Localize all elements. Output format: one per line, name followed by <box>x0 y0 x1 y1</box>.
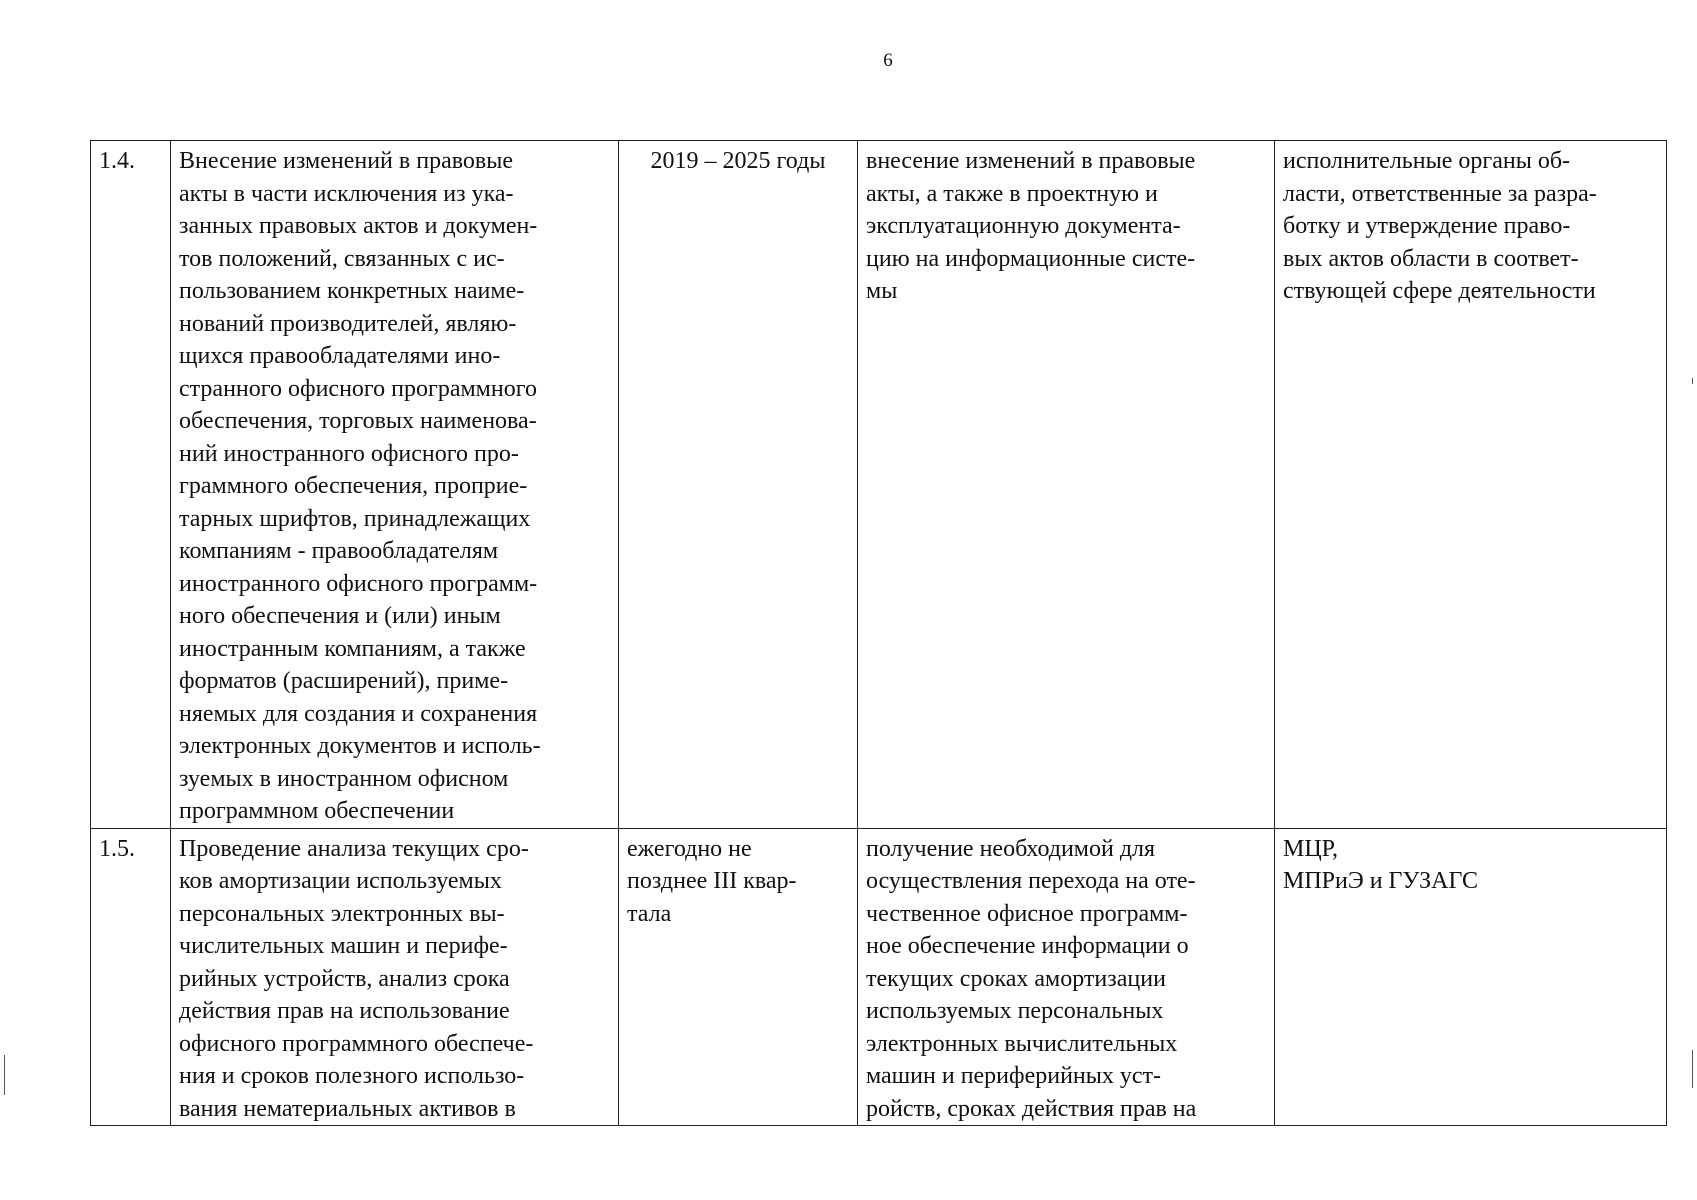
row-number-cell: 1.5. <box>91 828 171 1126</box>
cell-text-line: ния и сроков полезного использо- <box>179 1063 525 1089</box>
cell-text-line: действия прав на использование <box>179 998 510 1024</box>
cell-text-line: Внесение изменений в правовые <box>179 148 513 174</box>
cell-text-line: тов положений, связанных с ис- <box>179 245 505 272</box>
cell-text-line: машин и периферийных уст- <box>866 1063 1162 1089</box>
action-cell <box>171 828 619 1126</box>
cell-text-line: ройств, сроках действия прав на <box>866 1095 1197 1122</box>
cell-text-line: текущих сроках амортизации <box>866 965 1166 992</box>
scan-margin-mark <box>4 1055 5 1095</box>
cell-text-line: нований производителей, являю- <box>179 310 517 337</box>
cell-text-line: иностранного офисного программ- <box>179 570 538 597</box>
cell-text-line: мы <box>866 278 898 304</box>
cell-text-line: ков амортизации используемых <box>179 868 502 894</box>
page-number: 6 <box>883 50 893 71</box>
cell-text-line: вания нематериальных активов в <box>179 1095 516 1122</box>
cell-text-line: ботку и утверждение право- <box>1283 213 1571 239</box>
cell-text-line: электронных документов и исполь- <box>179 733 541 759</box>
cell-text-line: занных правовых актов и докумен- <box>179 213 538 239</box>
cell-text-line: пользованием конкретных наиме- <box>179 278 525 304</box>
cell-text-line: внесение изменений в правовые <box>866 148 1196 174</box>
cell-text-line: ласти, ответственные за разра- <box>1283 180 1597 207</box>
cell-text-line: ного обеспечения и (или) иным <box>179 603 501 629</box>
cell-text-line: зуемых в иностранном офисном <box>179 765 509 792</box>
cell-text-line: программном обеспечении <box>179 798 455 824</box>
cell-text-line: щихся правообладателями ино- <box>179 343 501 369</box>
cell-text-line: ежегодно не <box>627 835 752 862</box>
responsible-cell <box>1275 828 1667 1126</box>
row-number-cell: 1.4. <box>91 141 171 829</box>
cell-text-line: акты в части исключения из ука- <box>179 180 514 207</box>
cell-text-line: чественное офисное программ- <box>866 900 1188 927</box>
cell-text-line: тарных шрифтов, принадлежащих <box>179 505 531 532</box>
cell-text-line: получение необходимой для <box>866 835 1156 862</box>
cell-text-line: иностранным компаниям, а также <box>179 635 526 662</box>
plan-table <box>90 140 1667 1126</box>
cell-text-line: электронных вычислительных <box>866 1030 1178 1057</box>
table-row <box>91 141 1667 829</box>
cell-text-line: офисного программного обеспече- <box>179 1030 534 1057</box>
scan-margin-mark <box>1692 378 1693 384</box>
cell-text-line: странного офисного программного <box>179 375 537 402</box>
cell-text-line: МЦР, <box>1283 835 1339 862</box>
cell-text-line: вых актов области в соответ- <box>1283 245 1579 272</box>
cell-text-line: няемых для создания и сохранения <box>179 700 538 727</box>
cell-text-line: числительных машин и перифе- <box>179 933 508 959</box>
term-cell <box>619 828 858 1126</box>
cell-text-line: компаниям - правообладателям <box>179 538 499 564</box>
cell-text-line: форматов (расширений), приме- <box>179 668 509 694</box>
result-cell <box>858 828 1275 1126</box>
cell-text-line: тала <box>627 900 672 927</box>
cell-text-line: МПРиЭ и ГУЗАГС <box>1283 868 1479 894</box>
cell-text-line: исполнительные органы об- <box>1283 148 1571 174</box>
cell-text-line: цию на информационные систе- <box>866 245 1196 272</box>
responsible-cell <box>1275 141 1667 829</box>
cell-text-line: эксплуатационную документа- <box>866 213 1181 239</box>
cell-text-line: 2019 – 2025 годы <box>650 148 826 174</box>
scan-margin-mark <box>1692 1050 1693 1088</box>
cell-text-line: ствующей сфере деятельности <box>1283 278 1596 304</box>
cell-text-line: рийных устройств, анализ срока <box>179 965 510 992</box>
cell-text-line: обеспечения, торговых наименова- <box>179 408 537 434</box>
cell-text-line: ний иностранного офисного про- <box>179 440 519 467</box>
cell-text-line: позднее III квар- <box>627 868 797 894</box>
cell-text-line: персональных электронных вы- <box>179 900 505 927</box>
result-cell <box>858 141 1275 829</box>
cell-text-line: ное обеспечение информации о <box>866 933 1189 959</box>
table-row <box>91 828 1667 1126</box>
cell-text-line: используемых персональных <box>866 998 1164 1024</box>
term-cell <box>619 141 858 829</box>
cell-text-line: граммного обеспечения, проприе- <box>179 473 528 499</box>
cell-text-line: осуществления перехода на оте- <box>866 868 1196 894</box>
cell-text-line: Проведение анализа текущих сро- <box>179 835 529 862</box>
cell-text-line: акты, а также в проектную и <box>866 180 1158 207</box>
action-cell <box>171 141 619 829</box>
